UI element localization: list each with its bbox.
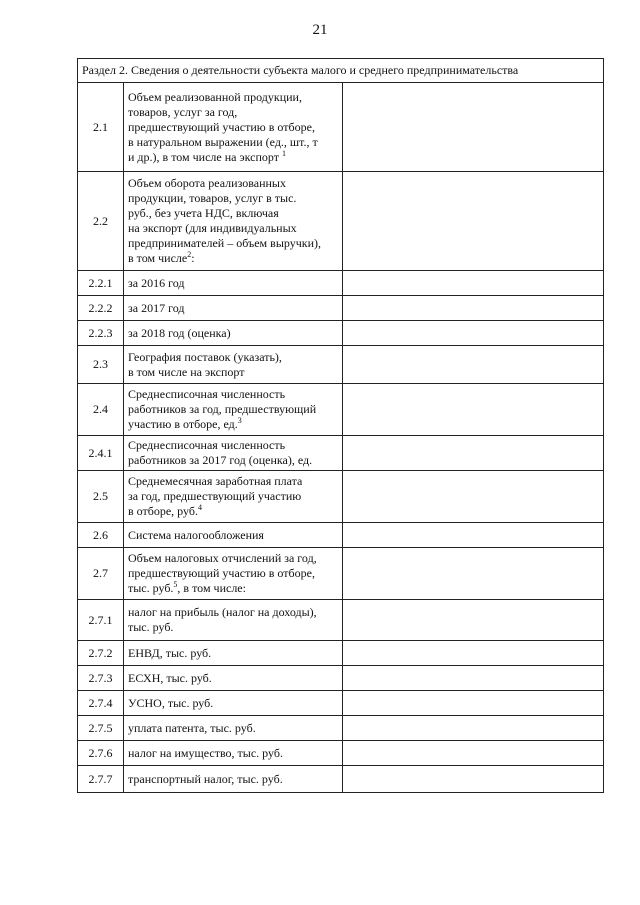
footnote-marker: 3 [237, 416, 242, 425]
row-label [124, 548, 343, 600]
row-number: 2.7.3 [78, 666, 124, 691]
row-label [124, 172, 343, 271]
row-label-text: за 2018 год (оценка) [128, 325, 231, 340]
table-row [78, 548, 604, 600]
table-row [78, 600, 604, 641]
value-cell[interactable] [343, 436, 604, 471]
table-row [78, 346, 604, 384]
value-cell[interactable] [343, 641, 604, 666]
row-label [124, 321, 343, 346]
row-number: 2.7.6 [78, 741, 124, 766]
value-cell[interactable] [343, 523, 604, 548]
row-label-text: География поставок (указать), в том числе на экспорт [128, 349, 282, 379]
section-2-table [77, 58, 604, 793]
row-number: 2.7.4 [78, 691, 124, 716]
row-number: 2.2 [78, 172, 124, 271]
row-label-text: налог на прибыль (налог на доходы), тыс. руб. [128, 605, 317, 634]
row-label [124, 436, 343, 471]
value-cell[interactable] [343, 384, 604, 436]
section-header-row [78, 59, 604, 83]
table-row [78, 296, 604, 321]
row-number: 2.6 [78, 523, 124, 548]
row-label [124, 384, 343, 436]
value-cell[interactable] [343, 271, 604, 296]
value-cell[interactable] [343, 600, 604, 641]
row-label-text: уплата патента, тыс. руб. [128, 720, 256, 735]
row-label-tail: : [191, 251, 195, 265]
row-label-text: Среднесписочная численность работников за 2017 год (оценка), ед. [128, 438, 313, 467]
value-cell[interactable] [343, 321, 604, 346]
table-row [78, 436, 604, 471]
table-row [78, 471, 604, 523]
footnote-marker: 5 [173, 580, 178, 589]
row-label [124, 691, 343, 716]
row-label [124, 271, 343, 296]
row-number: 2.7.2 [78, 641, 124, 666]
footnote-marker: 1 [282, 148, 287, 158]
row-number: 2.4.1 [78, 436, 124, 471]
table-row [78, 766, 604, 793]
row-label-text: транспортный налог, тыс. руб. [128, 771, 283, 786]
row-label [124, 716, 343, 741]
row-number: 2.1 [78, 83, 124, 172]
row-label [124, 666, 343, 691]
value-cell[interactable] [343, 83, 604, 172]
value-cell[interactable] [343, 172, 604, 271]
row-label [124, 641, 343, 666]
row-label-text: за 2017 год [128, 300, 185, 315]
value-cell[interactable] [343, 296, 604, 321]
row-label [124, 346, 343, 384]
row-number: 2.2.1 [78, 271, 124, 296]
table-row [78, 666, 604, 691]
row-label-text: Объем оборота реализованных продукции, товаров, услуг в тыс. руб., без учета НДС, включая на экспорт (для индивидуальных предпринимателей – объем выручки), в том числе [128, 176, 322, 265]
row-label [124, 471, 343, 523]
row-label [124, 741, 343, 766]
row-number: 2.7 [78, 548, 124, 600]
value-cell[interactable] [343, 471, 604, 523]
row-number: 2.7.1 [78, 600, 124, 641]
row-number: 2.4 [78, 384, 124, 436]
table-row [78, 321, 604, 346]
row-label-text: ЕНВД, тыс. руб. [128, 645, 212, 660]
table-row [78, 172, 604, 271]
row-number: 2.7.5 [78, 716, 124, 741]
table-row [78, 384, 604, 436]
row-label-text: Система налогообложения [128, 527, 264, 542]
row-label-text: за 2016 год [128, 275, 185, 290]
table-row [78, 641, 604, 666]
value-cell[interactable] [343, 666, 604, 691]
row-number: 2.7.7 [78, 766, 124, 793]
row-label-text: Среднесписочная численность работников за год, предшествующий участию в отборе, ед. [128, 387, 317, 431]
table-row [78, 691, 604, 716]
value-cell[interactable] [343, 766, 604, 793]
row-label-text: Объем налоговых отчислений за год, предшествующий участию в отборе, тыс. руб. [128, 551, 317, 595]
row-label-text: УСНО, тыс. руб. [128, 695, 214, 710]
footnote-marker: 4 [197, 503, 202, 512]
table-row [78, 741, 604, 766]
footnote-marker: 2 [187, 250, 192, 259]
table-row [78, 523, 604, 548]
value-cell[interactable] [343, 346, 604, 384]
row-label-text: налог на имущество, тыс. руб. [128, 745, 283, 760]
value-cell[interactable] [343, 716, 604, 741]
page-number: 21 [312, 22, 328, 38]
row-label-text: Объем реализованной продукции, товаров, услуг за год, предшествующий участию в отборе, в натуральном выражении (ед., шт., т и др.), в том числе на экспорт [128, 89, 318, 164]
row-number: 2.2.3 [78, 321, 124, 346]
row-label [124, 296, 343, 321]
row-label-text: ЕСХН, тыс. руб. [128, 670, 212, 685]
row-label [124, 766, 343, 793]
row-label-text: Среднемесячная заработная плата за год, предшествующий участию в отборе, руб. [128, 474, 303, 518]
row-label-tail: , в том числе: [177, 581, 246, 595]
section-header: Раздел 2. Сведения о деятельности субъекта малого и среднего предпринимательства [78, 59, 604, 83]
table-row [78, 716, 604, 741]
row-number: 2.3 [78, 346, 124, 384]
value-cell[interactable] [343, 548, 604, 600]
row-number: 2.5 [78, 471, 124, 523]
row-label [124, 523, 343, 548]
table-row [78, 83, 604, 172]
value-cell[interactable] [343, 691, 604, 716]
row-label [124, 83, 343, 172]
row-label [124, 600, 343, 641]
table-row [78, 271, 604, 296]
value-cell[interactable] [343, 741, 604, 766]
row-number: 2.2.2 [78, 296, 124, 321]
